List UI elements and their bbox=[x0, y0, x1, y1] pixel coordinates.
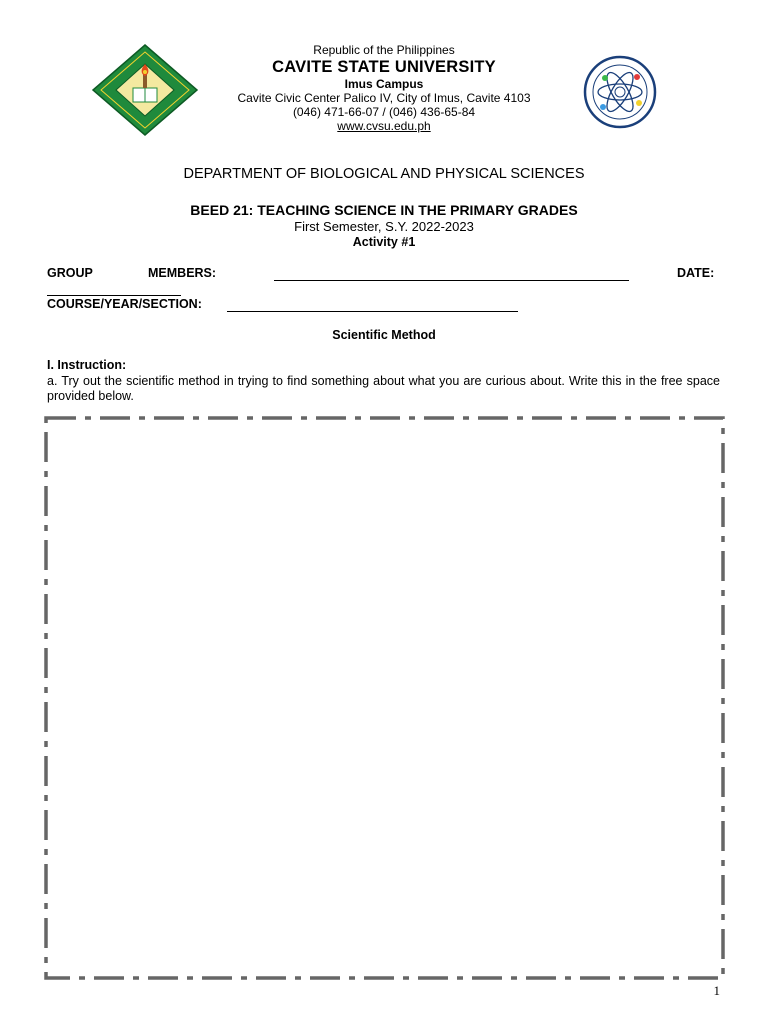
date-label: DATE: bbox=[677, 266, 715, 280]
topic-title: Scientific Method bbox=[332, 328, 436, 342]
section-label: COURSE/YEAR/SECTION: bbox=[47, 297, 202, 311]
activity-title: Activity #1 bbox=[352, 235, 416, 249]
group-label: GROUP bbox=[47, 266, 93, 280]
course-title: BEED 21: TEACHING SCIENCE IN THE PRIMARY GRADES bbox=[190, 202, 578, 218]
instruction-text: a. Try out the scientific method in trying to find something about what you are curious about. Write this in the free space provided below. bbox=[47, 374, 720, 403]
date-blank[interactable] bbox=[47, 295, 181, 296]
instruction-heading: I. Instruction: bbox=[47, 358, 127, 372]
dash-dot-border bbox=[44, 416, 725, 980]
answer-box[interactable] bbox=[44, 416, 725, 980]
page-number: 1 bbox=[713, 983, 720, 998]
members-label: MEMBERS: bbox=[148, 266, 217, 280]
phone-text: (046) 471-66-07 / (046) 436-65-84 bbox=[292, 105, 476, 119]
semester-text: First Semester, S.Y. 2022-2023 bbox=[294, 219, 474, 234]
department-title: DEPARTMENT OF BIOLOGICAL AND PHYSICAL SCIENCES bbox=[183, 166, 585, 182]
section-blank[interactable] bbox=[227, 311, 518, 312]
republic-text: Republic of the Philippines bbox=[313, 43, 455, 57]
campus-name: Imus Campus bbox=[344, 77, 424, 91]
university-name: CAVITE STATE UNIVERSITY bbox=[272, 58, 496, 76]
address-text: Cavite Civic Center Palico IV, City of Imus, Cavite 4103 bbox=[237, 91, 531, 105]
members-blank[interactable] bbox=[274, 280, 629, 281]
website-link[interactable]: www.cvsu.edu.ph bbox=[337, 119, 431, 133]
